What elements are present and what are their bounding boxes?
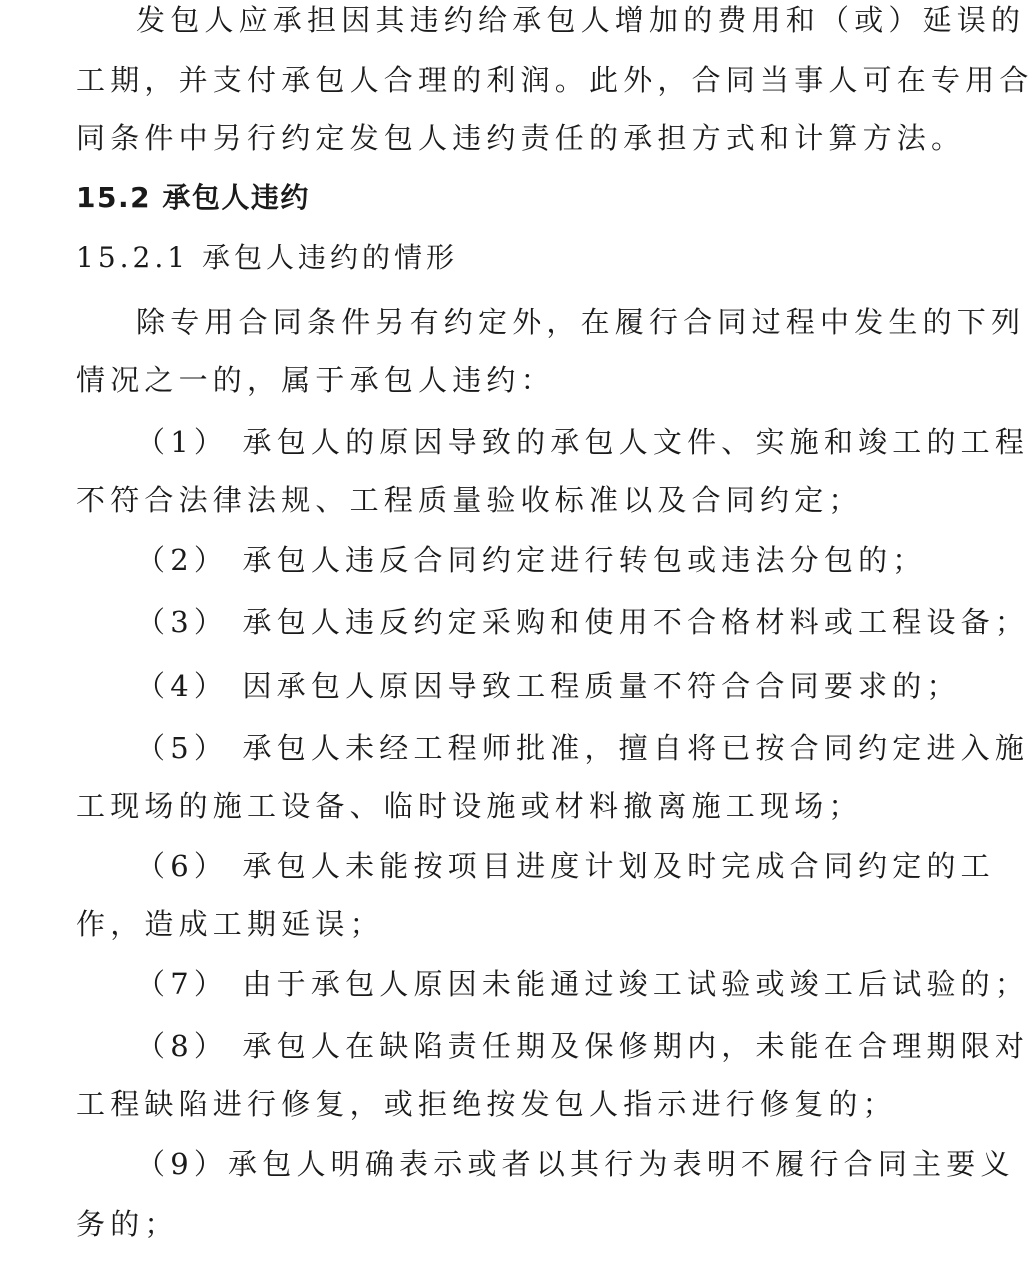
list-item-4-line-1: （4） 因承包人原因导致工程质量不符合合同要求的； [136, 669, 961, 703]
list-item-6-line-2: 作，造成工期延误； [76, 907, 384, 941]
subsection-heading: 15.2.1 承包人违约的情形 [76, 241, 458, 274]
list-item-9-line-2: 务的； [76, 1207, 179, 1241]
intro-line-2: 工期，并支付承包人合理的利润。此外，合同当事人可在专用合 [76, 63, 1034, 97]
list-item-6-line-1: （6） 承包人未能按项目进度计划及时完成合同约定的工 [136, 849, 995, 883]
lead-line-2: 情况之一的，属于承包人违约： [76, 363, 555, 397]
list-item-7-line-1: （7） 由于承包人原因未能通过竣工试验或竣工后试验的； [136, 967, 1030, 1001]
list-item-9-line-1: （9）承包人明确表示或者以其行为表明不履行合同主要义 [136, 1147, 1015, 1181]
list-item-8-line-1: （8） 承包人在缺陷责任期及保修期内，未能在合理期限对 [136, 1029, 1030, 1063]
list-item-5-line-1: （5） 承包人未经工程师批准，擅自将已按合同约定进入施 [136, 731, 1030, 765]
intro-line-1: 发包人应承担因其违约给承包人增加的费用和（或）延误的 [136, 3, 1026, 37]
list-item-1-line-2: 不符合法律法规、工程质量验收标准以及合同约定； [76, 483, 863, 517]
list-item-3-line-1: （3） 承包人违反约定采购和使用不合格材料或工程设备； [136, 605, 1030, 639]
list-item-8-line-2: 工程缺陷进行修复，或拒绝按发包人指示进行修复的； [76, 1087, 897, 1121]
intro-line-3: 同条件中另行约定发包人违约责任的承担方式和计算方法。 [76, 121, 966, 155]
list-item-1-line-1: （1） 承包人的原因导致的承包人文件、实施和竣工的工程 [136, 425, 1030, 459]
list-item-2-line-1: （2） 承包人违反合同约定进行转包或违法分包的； [136, 543, 927, 577]
list-item-5-line-2: 工现场的施工设备、临时设施或材料撤离施工现场； [76, 789, 863, 823]
lead-line-1: 除专用合同条件另有约定外，在履行合同过程中发生的下列 [136, 305, 1026, 339]
section-heading: 15.2 承包人违约 [76, 181, 310, 214]
